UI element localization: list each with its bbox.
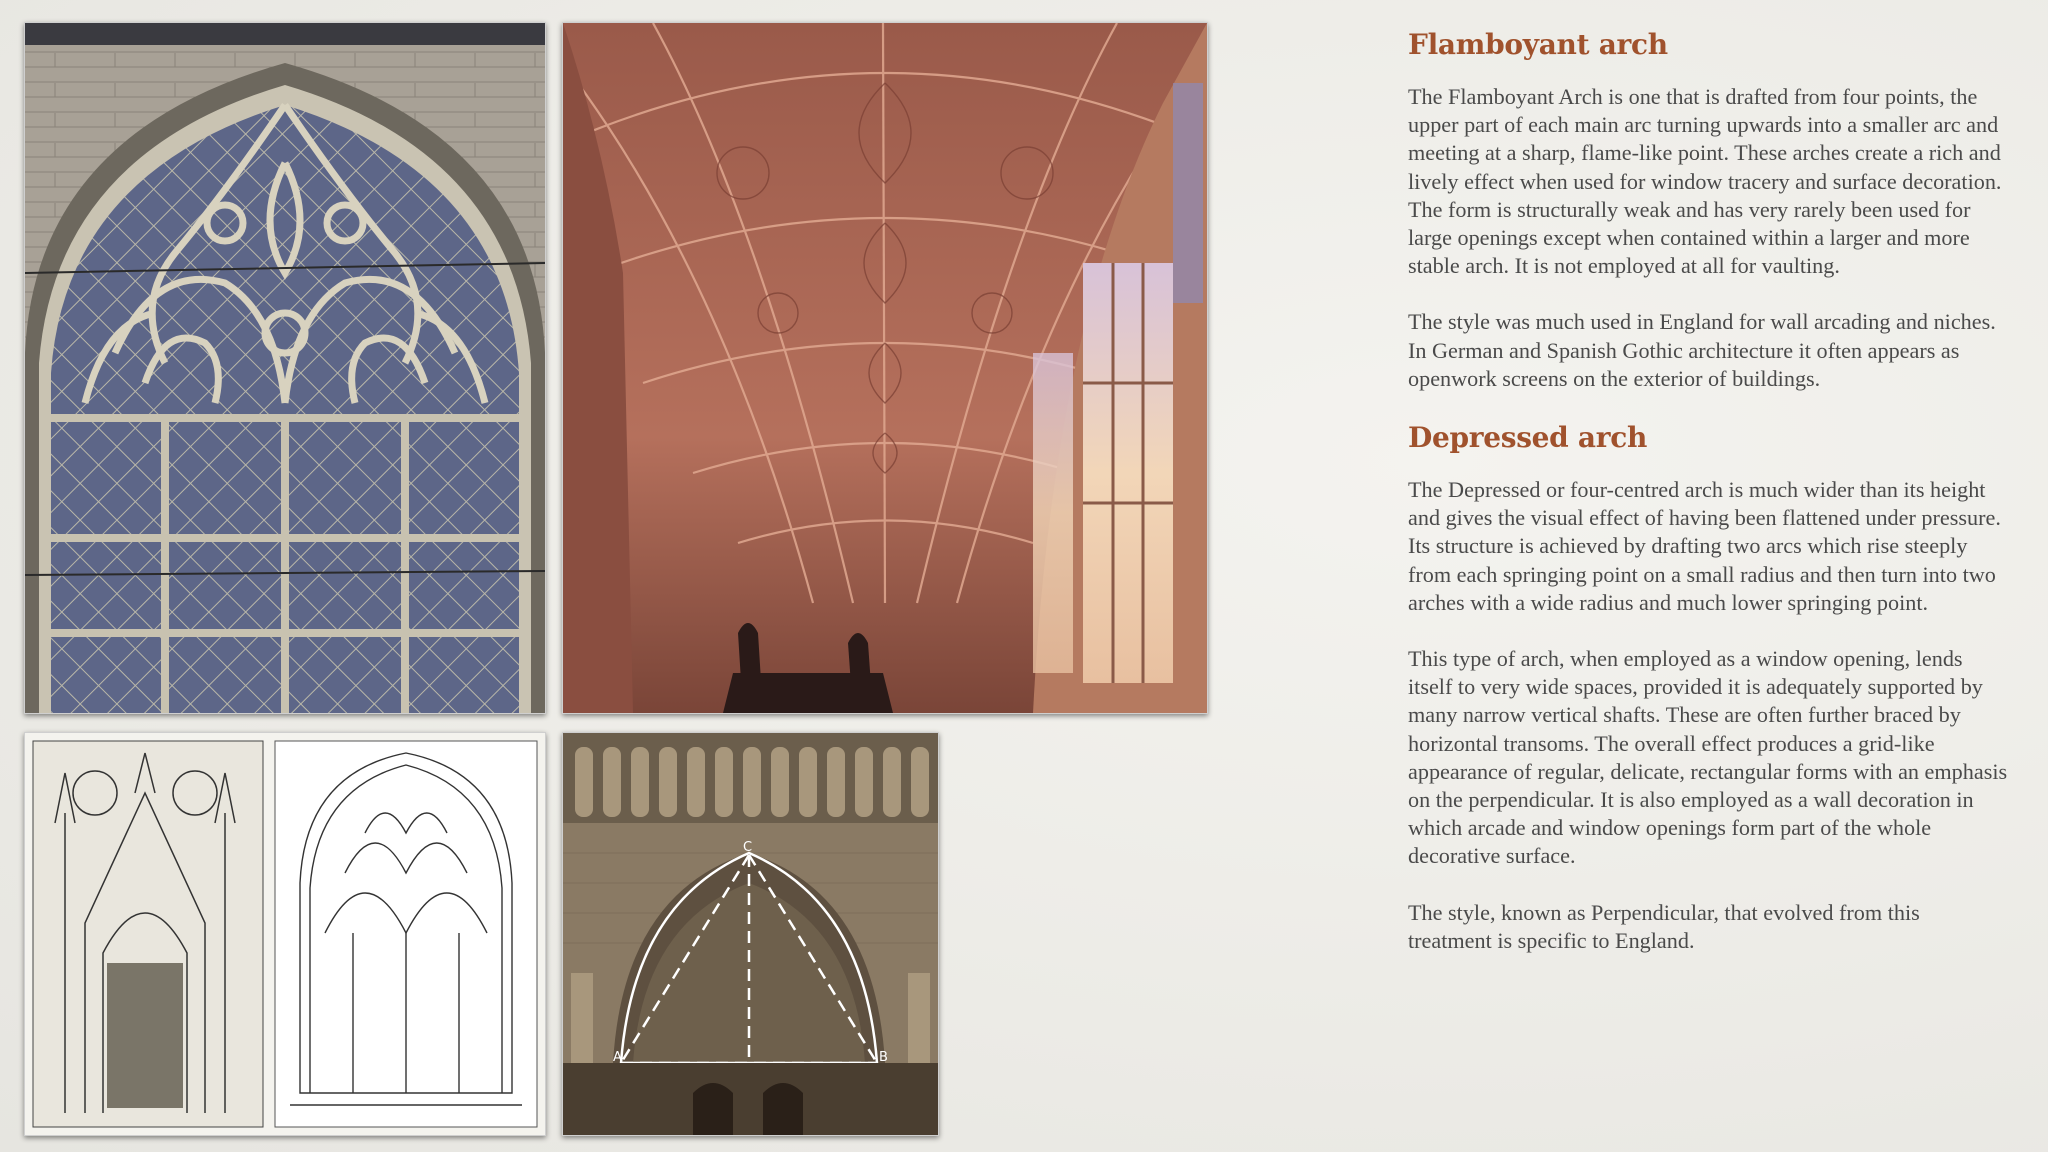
arch-construction-photo — [562, 732, 939, 1136]
paragraph: This type of arch, when employed as a window opening, lends itself to very wide spaces, provided it is adequately supported by many narrow vertical shafts. These are often further braced by horizontal transoms. The overall effect produces a grid-like appearance of regular, delicate, rectangular forms with an emphasis on the perpendicular. It is also employed as a wall decoration in which arcade and window openings form part of the whole decorative surface. — [1408, 646, 2008, 869]
diagram-label-c: C — [743, 840, 753, 855]
paragraph: The style, known as Perpendicular, that evolved from this treatment is specific to England. — [1408, 899, 1920, 953]
paragraph: The Flamboyant Arch is one that is drafted from four points, the upper part of each main arc turning upwards into a smaller arc and meeting at a sharp, flame-like point. These arches create a rich and lively effect when used for window tracery and surface decoration. The form is structurally weak and has very rarely been used for large openings except when contained within a larger and more stable arch. It is not employed at all for vaulting. — [1408, 84, 2002, 279]
fan-vault-ceiling-photo — [562, 22, 1208, 714]
gothic-drawings — [24, 732, 546, 1136]
paragraph: The Depressed or four-centred arch is much wider than its height and gives the visual effect of having been flattened under pressure. Its structure is achieved by drafting two arcs which rise steeply from each springing point on a small radius and then turn into two arches with a wide radius and much lower springing point. — [1408, 477, 2001, 615]
diagram-label-b: B — [879, 1050, 888, 1065]
paragraph: The style was much used in England for wall arcading and niches. In German and Spanish Gothic architecture it often appears as openwork screens on the exterior of buildings. — [1408, 309, 1996, 391]
section-title-depressed: Depressed arch — [1408, 421, 1648, 455]
section-title-flamboyant: Flamboyant arch — [1408, 28, 1668, 61]
diagram-label-a: A — [613, 1050, 622, 1065]
text-column — [1408, 28, 2008, 983]
flamboyant-window-photo — [24, 22, 546, 714]
